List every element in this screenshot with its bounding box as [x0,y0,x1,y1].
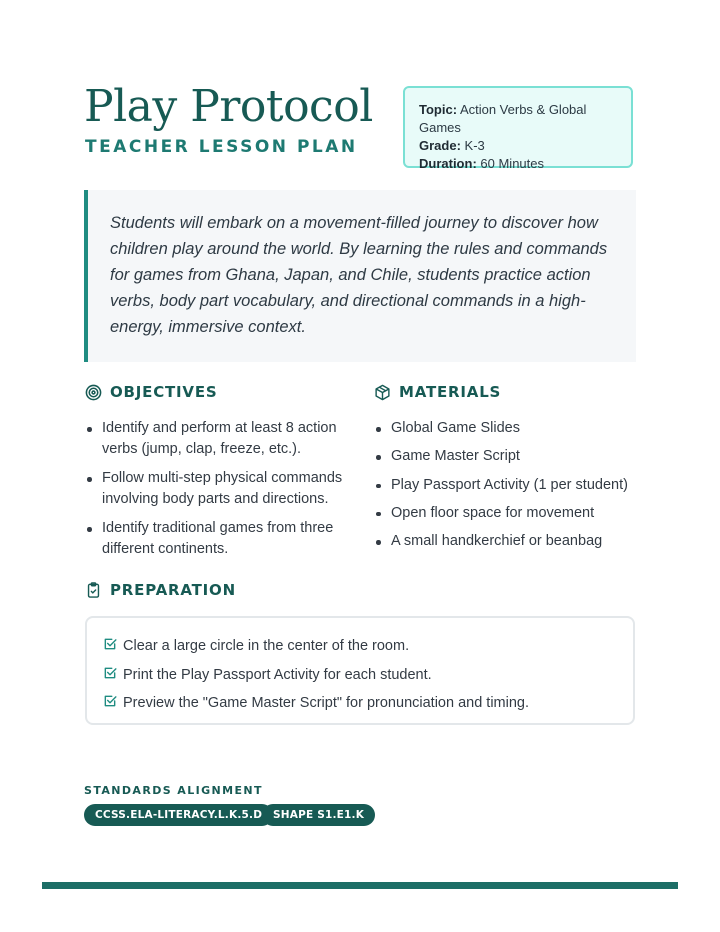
preparation-heading-label: PREPARATION [110,581,236,599]
preparation-checklist [85,616,635,725]
clipboard-check-icon [85,581,102,599]
list-item: Identify and perform at least 8 action verbs (jump, clap, freeze, etc.). [84,418,354,460]
lesson-info-box [403,86,633,171]
duration-label: Duration: [419,156,477,171]
standard-badge: CCSS.ELA-LITERACY.L.K.5.D [84,804,273,826]
page-subtitle: TEACHER LESSON PLAN [85,137,358,157]
checklist-item [103,661,617,690]
checklist-item-label: Clear a large circle in the center of the room. [123,638,410,655]
checklist-item [103,689,617,718]
checklist-item-label: Preview the "Game Master Script" for pronunciation and timing. [123,695,529,712]
materials-heading-label: MATERIALS [399,383,502,401]
duration-value: 60 Minutes [480,156,544,171]
objectives-list [84,418,354,568]
objectives-heading-label: OBJECTIVES [110,383,218,401]
intro-text: Students will embark on a movement-filled journey to discover how children play around the world. By learning the rules and commands for games from Ghana, Japan, and Chile, students practice action verbs, body part vocabulary, and directional commands in a high-energy, immersive context. [110,214,608,336]
footer-bar [42,882,678,889]
list-item: Open floor space for movement [373,503,663,524]
grade-row [419,137,617,155]
page-title: Play Protocol [84,81,373,132]
standard-badge: SHAPE S1.E1.K [262,804,375,826]
topic-label: Topic: [419,102,458,117]
grade-label: Grade: [419,138,461,153]
checkbox-checked-icon [103,637,117,655]
checkbox-checked-icon [103,666,117,684]
preparation-heading [85,581,236,599]
objectives-heading [85,383,218,401]
list-item: Global Game Slides [373,418,663,439]
duration-row [419,155,617,173]
standards-label: STANDARDS ALIGNMENT [84,784,263,797]
list-item: A small handkerchief or beanbag [373,531,663,552]
topic-value: Action Verbs & Global Games [419,102,587,135]
list-item: Follow multi-step physical commands involving body parts and directions. [84,468,354,510]
checklist-item-label: Print the Play Passport Activity for each student. [123,666,432,683]
box-icon [374,384,391,401]
list-item: Identify traditional games from three different continents. [84,518,354,560]
checkbox-checked-icon [103,694,117,712]
materials-heading [374,383,501,401]
grade-value: K-3 [464,138,485,153]
materials-list [373,418,663,559]
checklist-item [103,632,617,661]
intro-callout [84,190,636,362]
list-item: Play Passport Activity (1 per student) [373,475,663,496]
target-icon [85,384,102,401]
list-item: Game Master Script [373,446,663,467]
topic-row [419,101,617,137]
